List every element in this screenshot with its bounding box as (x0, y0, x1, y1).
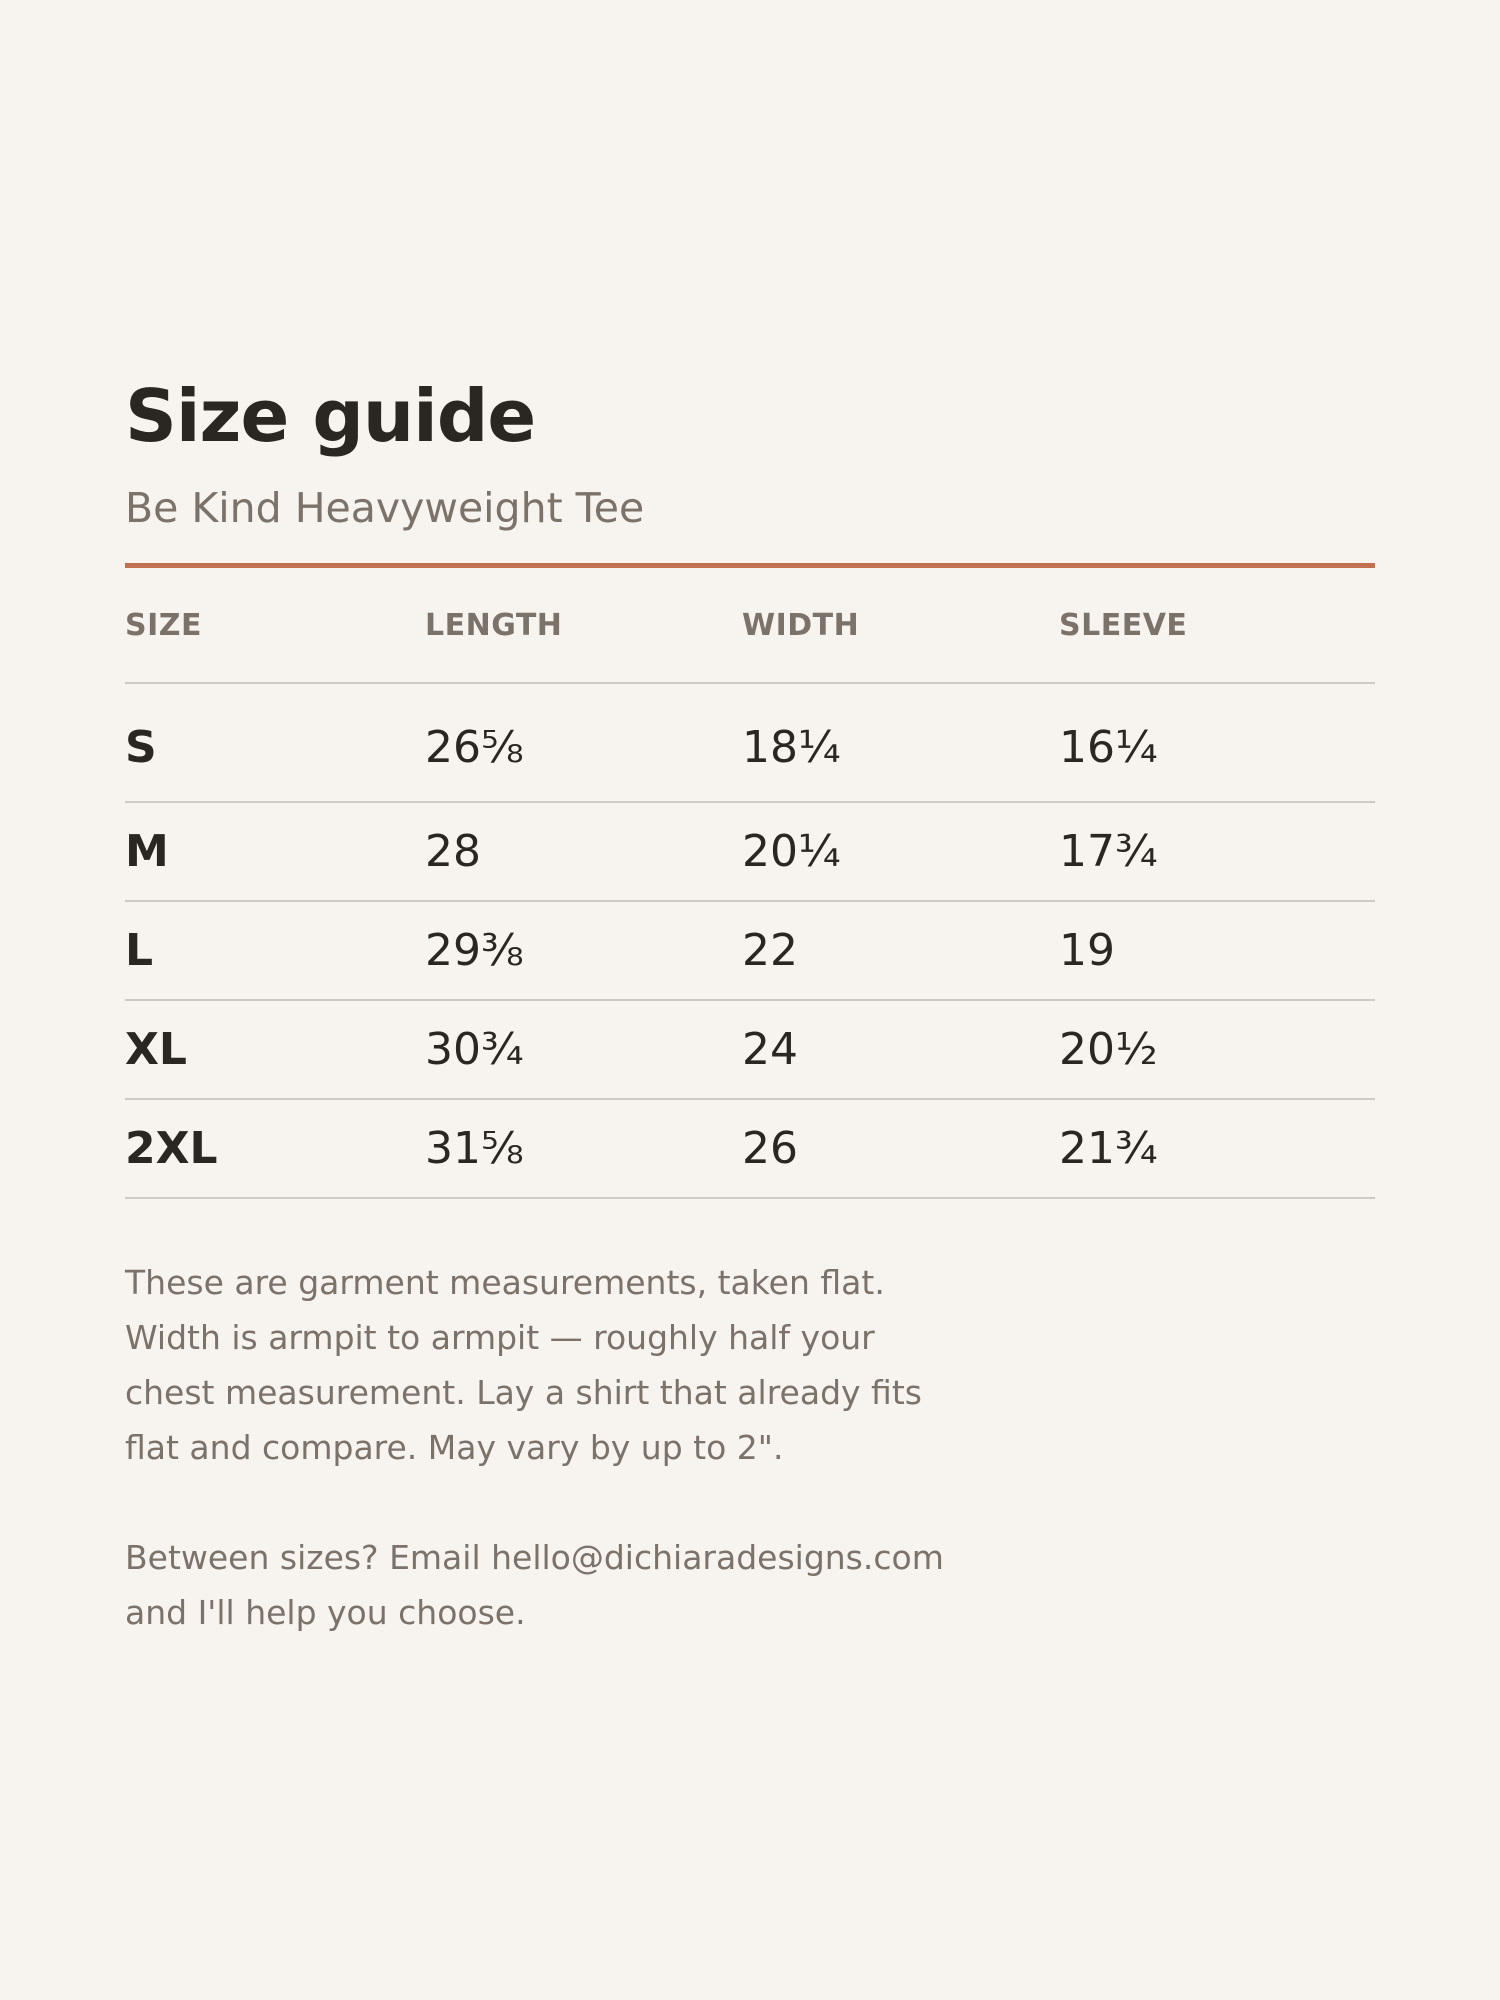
page-title: Size guide (125, 374, 536, 458)
column-header-sleeve: SLEEVE (1059, 568, 1375, 683)
size-cell: S (125, 683, 425, 802)
table-row (125, 1099, 1375, 1198)
sleeve-cell: 21¾ (1059, 1099, 1375, 1198)
table-row (125, 901, 1375, 1000)
width-cell: 20¼ (742, 802, 1059, 901)
size-cell: M (125, 802, 425, 901)
column-header-length: LENGTH (425, 568, 742, 683)
length-cell: 28 (425, 802, 742, 901)
help-note: Between sizes? Email hello@dichiaradesigns.com and I'll help you choose. (125, 1538, 944, 1633)
table-row (125, 802, 1375, 901)
width-cell: 18¼ (742, 683, 1059, 802)
size-guide (125, 374, 1375, 1640)
sleeve-cell: 19 (1059, 901, 1375, 1000)
size-cell: XL (125, 1000, 425, 1099)
product-subtitle: Be Kind Heavyweight Tee (125, 484, 645, 532)
column-header-width: WIDTH (742, 568, 1059, 683)
sleeve-cell: 20½ (1059, 1000, 1375, 1099)
size-cell: L (125, 901, 425, 1000)
length-cell: 31⅝ (425, 1099, 742, 1198)
measurement-note: These are garment measurements, taken flat. Width is armpit to armpit — roughly half your chest measurement. Lay a shirt that already fits flat and compare. May vary by up to 2". (125, 1263, 922, 1468)
table-row (125, 683, 1375, 802)
sleeve-cell: 17¾ (1059, 802, 1375, 901)
sleeve-cell: 16¼ (1059, 683, 1375, 802)
size-notes (125, 1255, 945, 1640)
width-cell: 24 (742, 1000, 1059, 1099)
size-table (125, 568, 1375, 1199)
width-cell: 26 (742, 1099, 1059, 1198)
length-cell: 29⅜ (425, 901, 742, 1000)
table-row (125, 1000, 1375, 1099)
size-cell: 2XL (125, 1099, 425, 1198)
length-cell: 30¾ (425, 1000, 742, 1099)
width-cell: 22 (742, 901, 1059, 1000)
length-cell: 26⅝ (425, 683, 742, 802)
column-header-size: SIZE (125, 568, 425, 683)
table-header-row (125, 568, 1375, 683)
